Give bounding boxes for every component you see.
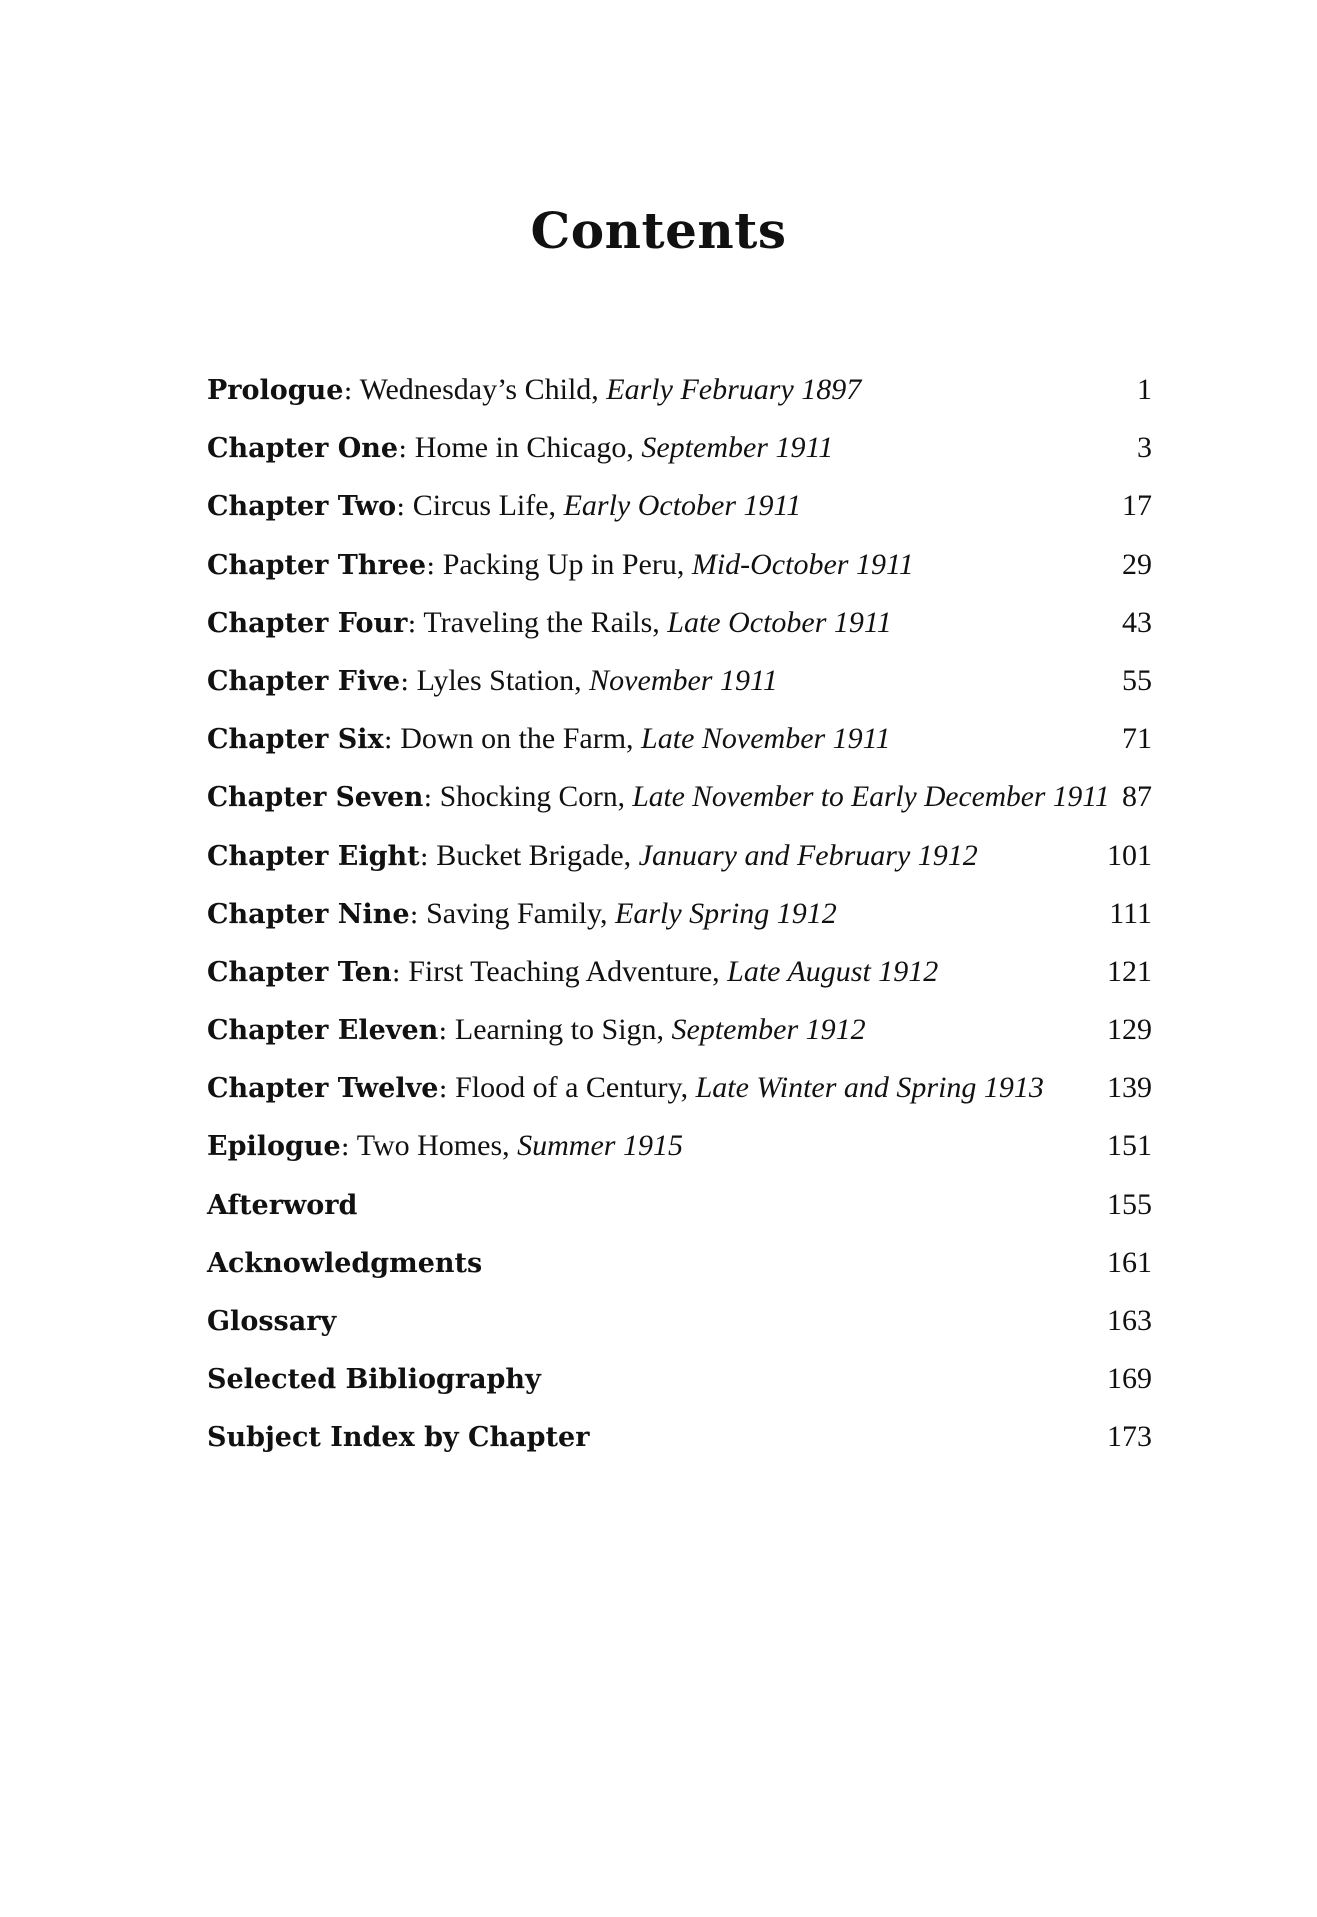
toc-entry-heading: Epilogue (207, 1131, 341, 1163)
toc-entry-heading: Chapter Two (207, 491, 397, 523)
toc-entry-separator: : (398, 433, 408, 465)
toc-entry-separator: : (407, 607, 417, 639)
toc-entry-selected-bibliography[interactable] (207, 1350, 1152, 1408)
toc-entry-page-number: 155 (1107, 1187, 1152, 1221)
toc-entry-page-number: 161 (1107, 1245, 1152, 1279)
toc-entry-heading: Chapter Seven (207, 782, 424, 814)
toc-entry-heading: Chapter Four (207, 607, 408, 639)
toc-entry-page-number: 29 (1122, 547, 1152, 581)
toc-entry-text (207, 477, 801, 536)
toc-entry-separator: : (400, 665, 410, 697)
toc-entry-text (207, 1117, 683, 1176)
toc-entry-text (207, 536, 914, 595)
toc-entry-heading: Chapter Five (207, 665, 401, 697)
toc-entry-text (207, 652, 778, 711)
toc-entry-page-number: 55 (1122, 663, 1152, 697)
toc-entry-heading: Chapter Nine (207, 898, 410, 930)
toc-entry-heading: Chapter Twelve (207, 1073, 439, 1105)
toc-entry-page-number: 43 (1122, 605, 1152, 639)
toc-entry-separator: : (396, 491, 406, 523)
toc-entry-heading: Chapter Three (207, 549, 427, 581)
toc-entry-chapter-four[interactable] (207, 594, 1152, 652)
toc-entry-text (207, 361, 861, 420)
toc-entry-subject-index[interactable] (207, 1408, 1152, 1466)
toc-entry-text (207, 1001, 866, 1060)
toc-entry-title: Wednesday’s Child, (352, 373, 607, 406)
toc-entry-page-number: 1 (1137, 373, 1152, 406)
toc-entry-separator: : (426, 549, 436, 581)
toc-entry-title: Learning to Sign, (447, 1013, 672, 1047)
toc-entry-heading: Chapter Six (207, 724, 384, 756)
toc-entry-epilogue[interactable] (207, 1117, 1152, 1175)
toc-entry-page-number: 111 (1109, 896, 1152, 930)
toc-entry-title: Saving Family, (418, 896, 616, 930)
toc-entry-date: Summer 1915 (517, 1129, 683, 1163)
toc-entry-text (207, 1350, 541, 1409)
toc-entry-text (207, 419, 833, 478)
toc-entry-heading: Chapter Eleven (207, 1015, 439, 1047)
toc-entry-title: Traveling the Rails, (416, 605, 668, 639)
toc-entry-chapter-two[interactable] (207, 477, 1152, 535)
toc-entry-text (207, 827, 978, 886)
toc-entry-heading: Chapter Ten (207, 956, 392, 988)
toc-entry-title: Lyles Station, (409, 663, 590, 697)
toc-entry-text (207, 1292, 336, 1351)
toc-entry-date: November 1911 (589, 663, 778, 697)
toc-entry-separator: : (391, 956, 401, 988)
toc-entry-title: Home in Chicago, (407, 431, 642, 465)
toc-entry-text (207, 1234, 482, 1293)
toc-entry-heading: Subject Index by Chapter (207, 1422, 590, 1454)
toc-entry-separator: : (438, 1015, 448, 1047)
toc-entry-chapter-twelve[interactable] (207, 1059, 1152, 1117)
toc-entry-chapter-five[interactable] (207, 652, 1152, 710)
toc-entry-heading: Afterword (207, 1189, 358, 1221)
toc-entry-chapter-three[interactable] (207, 536, 1152, 594)
toc-entry-title: Circus Life, (405, 489, 564, 523)
toc-entry-title: Two Homes, (349, 1129, 518, 1163)
toc-entry-page-number: 3 (1137, 431, 1152, 465)
toc-entry-heading: Selected Bibliography (207, 1364, 541, 1396)
toc-entry-title: Down on the Farm, (392, 722, 642, 756)
toc-entry-page-number: 173 (1107, 1420, 1152, 1454)
toc-entry-prologue[interactable] (207, 361, 1152, 419)
toc-entry-date: Late November to Early December 1911 (632, 780, 1110, 814)
toc-entry-afterword[interactable] (207, 1176, 1152, 1234)
toc-entry-title: First Teaching Adventure, (400, 954, 728, 988)
toc-entry-date: Late October 1911 (667, 605, 892, 639)
toc-entry-page-number: 87 (1122, 780, 1152, 814)
toc-entry-heading: Prologue (207, 375, 344, 406)
toc-entry-date: Late Winter and Spring 1913 (695, 1071, 1044, 1105)
toc-entry-chapter-nine[interactable] (207, 885, 1152, 943)
toc-entry-chapter-seven[interactable] (207, 768, 1152, 826)
toc-entry-date: Early October 1911 (563, 489, 802, 523)
toc-entry-heading: Chapter One (207, 433, 399, 465)
toc-entry-page-number: 129 (1107, 1013, 1152, 1047)
toc-entry-date: September 1911 (641, 431, 834, 465)
toc-entry-title: Flood of a Century, (447, 1071, 696, 1105)
table-of-contents (207, 361, 1152, 1467)
toc-entry-separator: : (419, 840, 429, 872)
toc-entry-page-number: 169 (1107, 1362, 1152, 1396)
toc-entry-page-number: 121 (1107, 954, 1152, 988)
toc-entry-date: Early February 1897 (606, 373, 862, 406)
toc-entry-separator: : (343, 375, 353, 406)
toc-entry-page-number: 139 (1107, 1071, 1152, 1105)
toc-entry-separator: : (383, 724, 393, 756)
toc-entry-separator: : (409, 898, 419, 930)
toc-entry-date: January and February 1912 (638, 838, 978, 872)
toc-entry-date: Mid-October 1911 (691, 547, 914, 581)
toc-entry-text (207, 885, 837, 944)
toc-entry-title: Shocking Corn, (432, 780, 633, 814)
toc-entry-separator: : (423, 782, 433, 814)
toc-entry-date: September 1912 (671, 1013, 866, 1047)
toc-entry-page-number: 163 (1107, 1304, 1152, 1337)
toc-entry-title: Packing Up in Peru, (435, 547, 692, 581)
toc-entry-chapter-eleven[interactable] (207, 1001, 1152, 1059)
toc-entry-title: Bucket Brigade, (428, 838, 639, 872)
toc-entry-text (207, 710, 890, 769)
toc-entry-chapter-one[interactable] (207, 419, 1152, 477)
toc-entry-text (207, 943, 938, 1002)
toc-entry-date: Early Spring 1912 (615, 896, 837, 930)
toc-entry-heading: Acknowledgments (207, 1247, 483, 1279)
toc-entry-page-number: 17 (1122, 489, 1152, 523)
toc-entry-separator: : (438, 1073, 448, 1105)
toc-entry-glossary[interactable] (207, 1292, 1152, 1350)
toc-entry-text (207, 1176, 357, 1235)
toc-entry-heading: Chapter Eight (207, 840, 420, 872)
toc-entry-text (207, 1408, 589, 1467)
toc-entry-text (207, 768, 1110, 827)
toc-entry-text (207, 594, 892, 653)
toc-entry-heading: Glossary (207, 1306, 337, 1337)
toc-entry-chapter-eight[interactable] (207, 827, 1152, 885)
toc-entry-page-number: 71 (1122, 722, 1152, 756)
toc-entry-acknowledgments[interactable] (207, 1234, 1152, 1292)
toc-entry-date: Late August 1912 (727, 954, 939, 988)
toc-entry-date: Late November 1911 (641, 722, 891, 756)
toc-entry-page-number: 101 (1107, 838, 1152, 872)
toc-entry-chapter-six[interactable] (207, 710, 1152, 768)
toc-entry-separator: : (340, 1131, 350, 1163)
page-title: Contents (530, 201, 787, 260)
toc-entry-chapter-ten[interactable] (207, 943, 1152, 1001)
toc-entry-page-number: 151 (1107, 1129, 1152, 1163)
toc-entry-text (207, 1059, 1044, 1118)
